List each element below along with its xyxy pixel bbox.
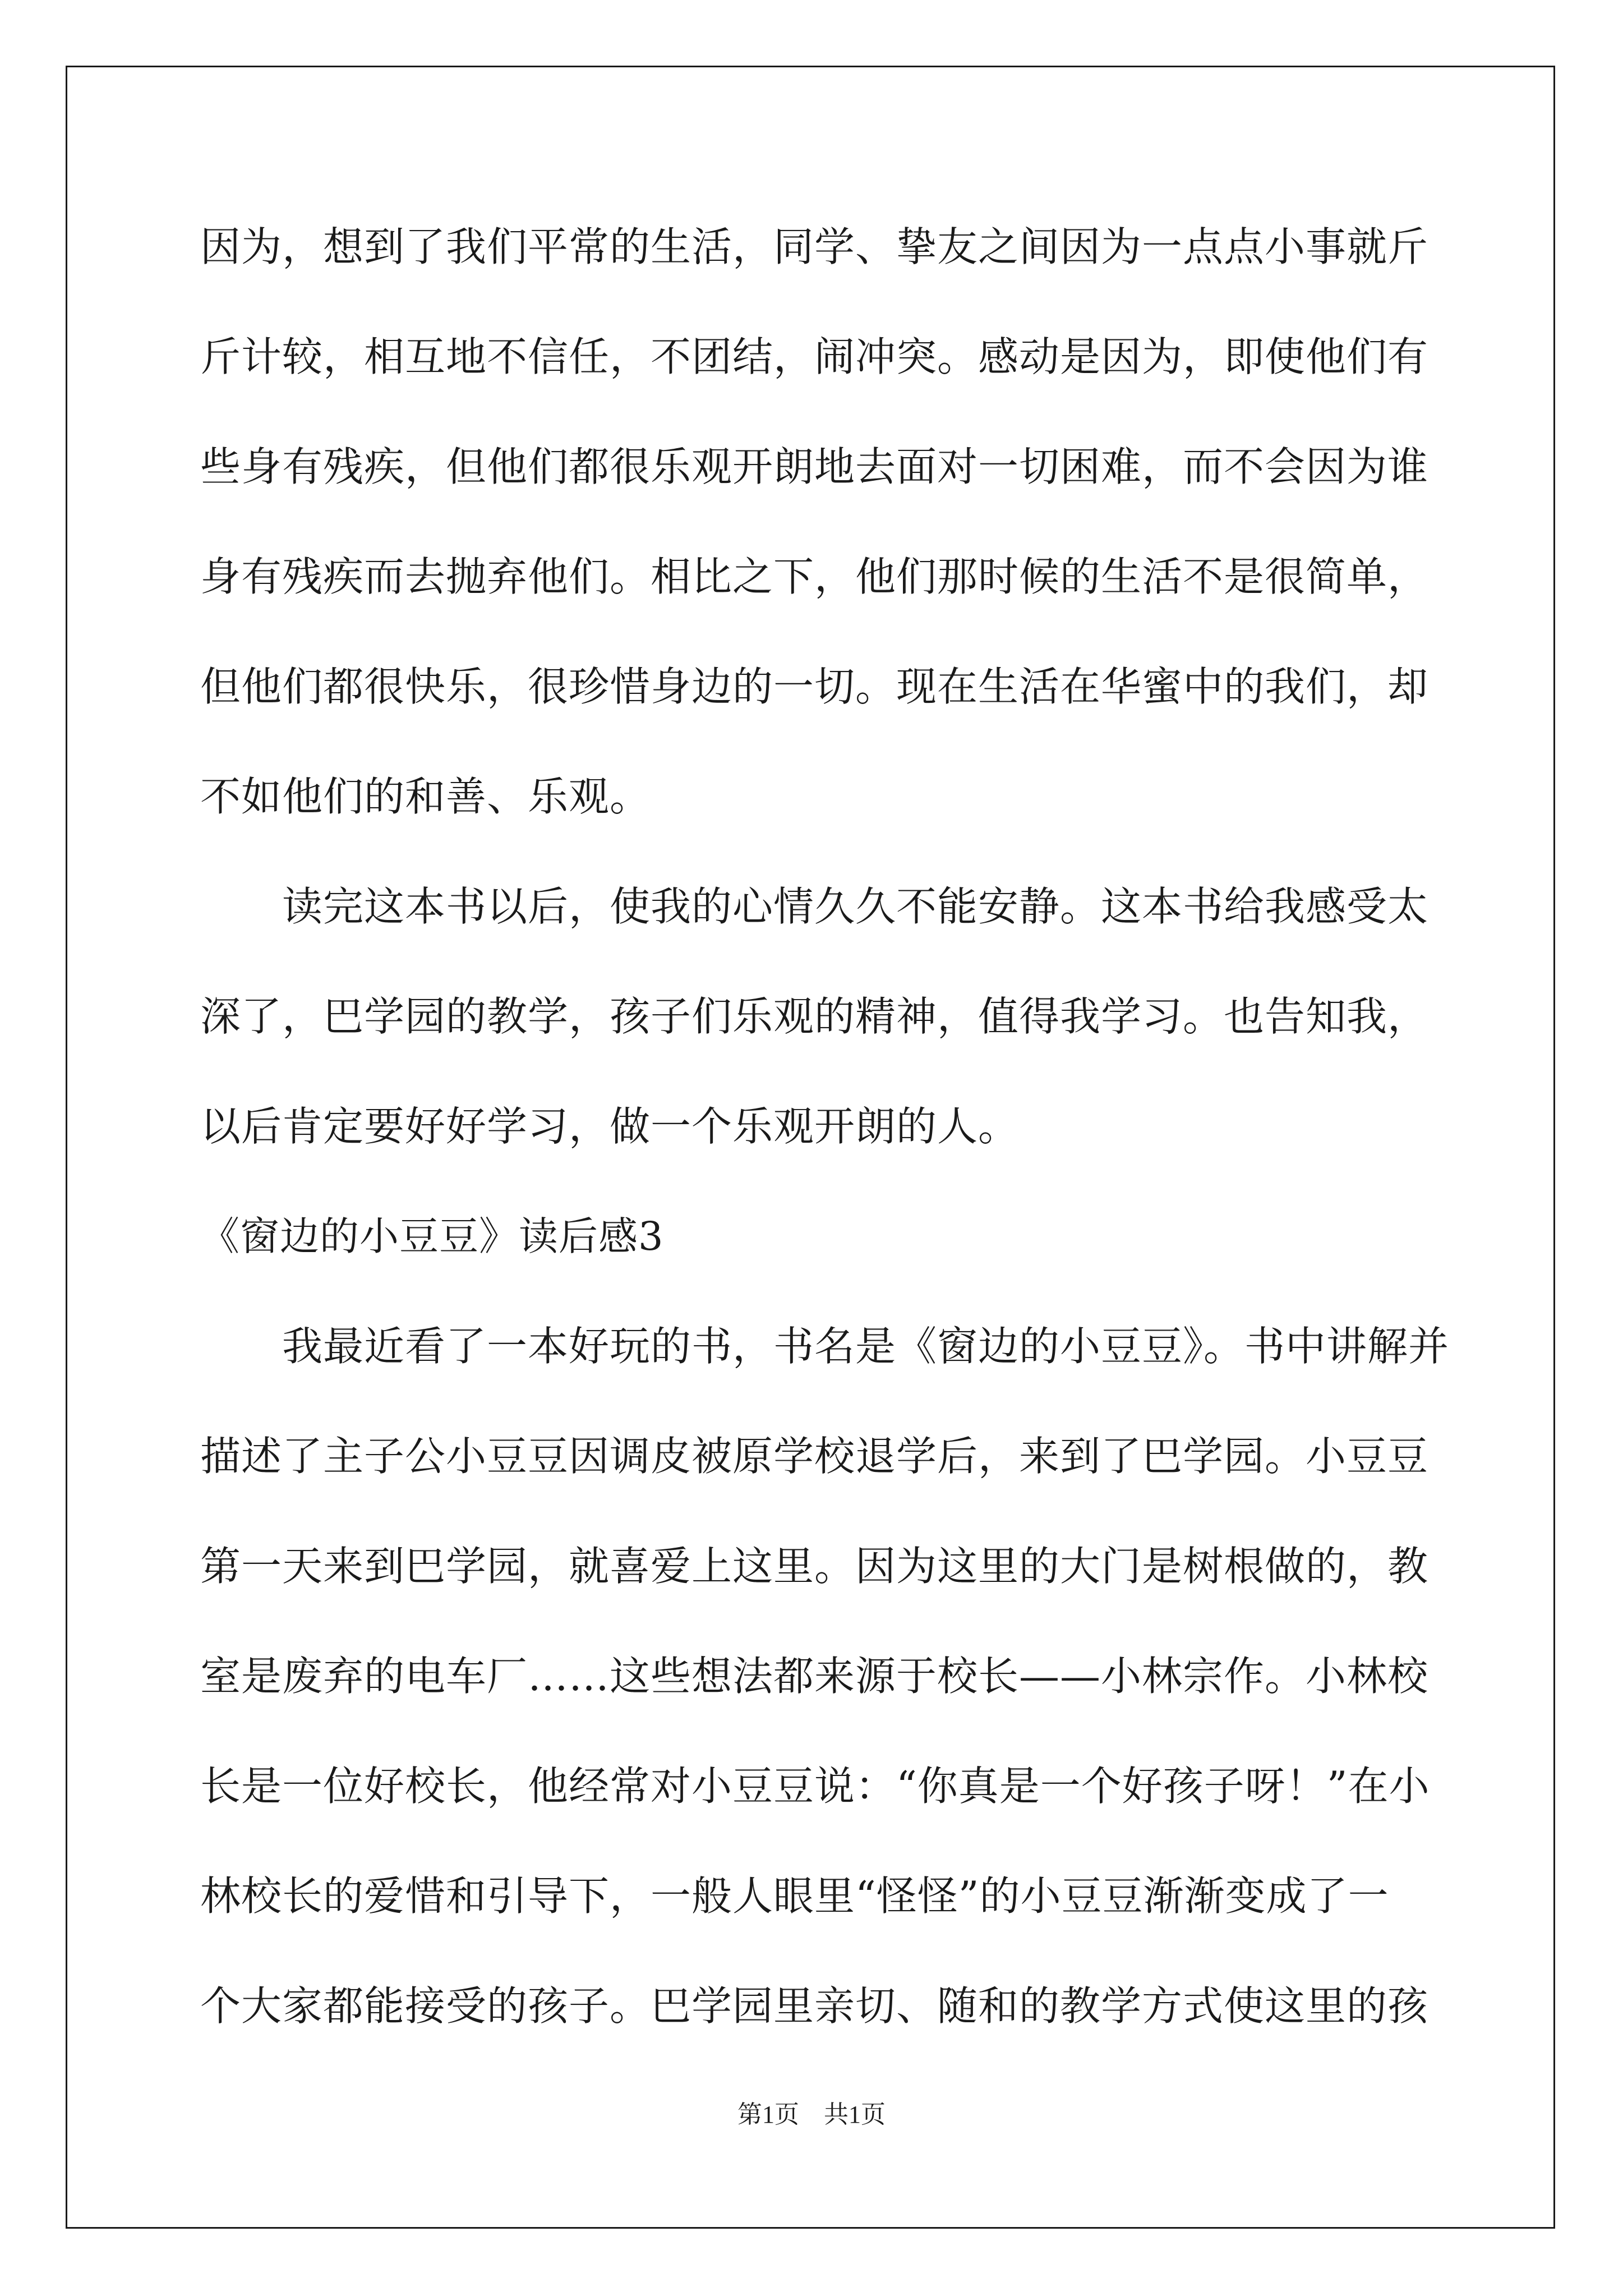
text-line: 读完这本书以后，使我的心情久久不能安静。这本书给我感受太: [200, 883, 1429, 930]
text-line: 因为，想到了我们平常的生活，同学、挚友之间因为一点点小事就斤: [200, 223, 1429, 270]
text-line: 长是一位好校长，他经常对小豆豆说：“你真是一个好孩子呀！”在小: [200, 1763, 1430, 1810]
text-line: 些身有残疾，但他们都很乐观开朗地去面对一切困难，而不会因为谁: [200, 443, 1429, 490]
text-line: 林校长的爱惜和引导下，一般人眼里“怪怪”的小豆豆渐渐变成了一: [200, 1872, 1389, 1920]
text-line: 室是废弃的电车厂……这些想法都来源于校长——小林宗作。小林校: [200, 1653, 1429, 1700]
page-footer: 第1页 共1页: [737, 2101, 886, 2128]
text-line: 描述了主子公小豆豆因调皮被原学校退学后，来到了巴学园。小豆豆: [200, 1433, 1429, 1480]
text-line: 我最近看了一本好玩的书，书名是《窗边的小豆豆》。书中讲解并: [200, 1323, 1450, 1370]
text-line: 以后肯定要好好学习，做一个乐观开朗的人。: [200, 1103, 1020, 1150]
text-line: 但他们都很快乐，很珍惜身边的一切。现在生活在华蜜中的我们，却: [200, 663, 1429, 710]
text-line: 斤计较，相互地不信任，不团结，闹冲突。感动是因为，即使他们有: [200, 333, 1429, 380]
text-line: 个大家都能接受的孩子。巴学园里亲切、随和的教学方式使这里的孩: [200, 1982, 1429, 2030]
text-line: 不如他们的和善、乐观。: [200, 773, 651, 820]
text-line: 身有残疾而去抛弃他们。相比之下，他们那时候的生活不是很简单，: [200, 553, 1429, 600]
text-line: 第一天来到巴学园，就喜爱上这里。因为这里的大门是树根做的，教: [200, 1543, 1429, 1590]
section-heading: 《窗边的小豆豆》读后感3: [200, 1213, 664, 1259]
text-line: 深了，巴学园的教学，孩子们乐观的精神，值得我学习。也告知我，: [200, 993, 1429, 1040]
